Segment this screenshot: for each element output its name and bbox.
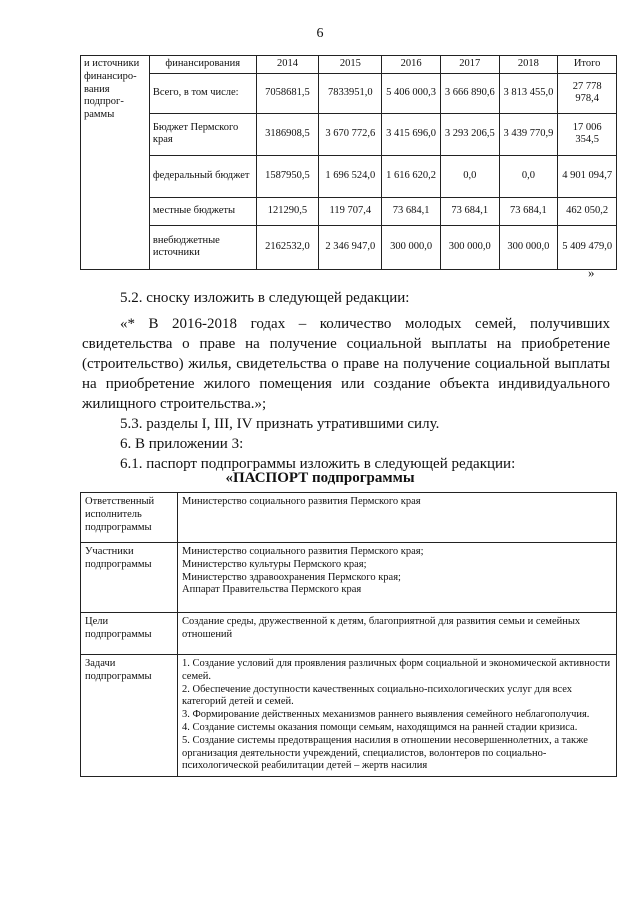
row-label: Цели подпрограммы [81,613,178,655]
row-label: Участники подпрограммы [81,543,178,613]
table-cell: 73 684,1 [440,197,499,225]
table-cell: 0,0 [499,155,558,197]
column-header: 2016 [382,56,441,74]
column-header: финансирования [149,56,256,74]
table-cell: 3 813 455,0 [499,73,558,113]
table-row [81,225,617,269]
row-label: внебюджетные источники [149,225,256,269]
table-cell: 0,0 [440,155,499,197]
table-cell: 1 696 524,0 [319,155,382,197]
task-item: 5. Создание системы предотвращения насилия в отношении несовершеннолетних, а также организация деятельности учреждений, специалистов, волонтеров по социально-психологической реабилитации детей – жертв насилия [182,734,588,772]
column-header: 2015 [319,56,382,74]
table-cell: 3 666 890,6 [440,73,499,113]
row-content [178,493,617,543]
table-cell: 3 670 772,6 [319,113,382,155]
table-cell: 27 778 978,4 [558,73,617,113]
paragraph-6: 6. В приложении 3: [120,436,244,452]
row-label: Ответственный исполнитель подпрограммы [81,493,178,543]
table-cell: 1 616 620,2 [382,155,441,197]
table-cell: 3 293 206,5 [440,113,499,155]
table-row [81,113,617,155]
table-cell: 7833951,0 [319,73,382,113]
column-header: Итого [558,56,617,74]
table-cell: 3186908,5 [256,113,319,155]
row-label: Задачи подпрограммы [81,655,178,777]
table-cell: 300 000,0 [440,225,499,269]
table-cell: 3 439 770,9 [499,113,558,155]
column-header: 2014 [256,56,319,74]
table-cell: 17 006 354,5 [558,113,617,155]
content-line: Министерство социального развития Пермского края; [182,546,424,557]
content-line: Министерство здравоохранения Пермского края; [182,571,401,583]
passport-table [80,492,617,777]
table-cell: 300 000,0 [499,225,558,269]
row-label: Бюджет Пермского края [149,113,256,155]
page-number: 6 [316,26,324,41]
table-row [81,197,617,225]
task-item: 3. Формирование действенных механизмов раннего выявления семейного неблагополучия. [182,709,590,721]
table-row [81,155,617,197]
table-cell: 73 684,1 [382,197,441,225]
table-row [81,655,617,777]
footnote-paragraph: «* В 2016-2018 годах – количество молодых семей, получивших свидетельства о праве на получение социальной выплаты на приобретение (строительство) жилья, свидетельства о праве на получение социальной выплаты на приобретение жилого помещения или создание объекта индивидуального жилищного строительства.»; [82,316,610,412]
financing-sources-label: и источники финансиро-вания подпрог-раммы [81,56,150,270]
table-cell: 2162532,0 [256,225,319,269]
table-cell: 119 707,4 [319,197,382,225]
row-label: федеральный бюджет [149,155,256,197]
table-cell: 5 406 000,3 [382,73,441,113]
paragraph-6-1: 6.1. паспорт подпрограммы изложить в следующей редакции: [120,456,516,472]
row-content [178,543,617,613]
table-cell: 462 050,2 [558,197,617,225]
table-cell: 73 684,1 [499,197,558,225]
content-line: Министерство социального развития Пермского края [182,496,421,507]
task-item: 2. Обеспечение доступности качественных социально-психологических услуг для всех категорий детей и семей. [182,683,573,708]
table-cell: 121290,5 [256,197,319,225]
table-row [81,543,617,613]
table-cell: 2 346 947,0 [319,225,382,269]
row-content [178,655,617,777]
row-label: Всего, в том числе: [149,73,256,113]
table-cell: 4 901 094,7 [558,155,617,197]
column-header: 2017 [440,56,499,74]
content-line: Аппарат Правительства Пермского края [182,584,362,596]
table-row [81,613,617,655]
table-cell: 5 409 479,0 [558,225,617,269]
passport-title: «ПАСПОРТ подпрограммы [225,470,415,486]
table-row [81,493,617,543]
table-cell: 300 000,0 [382,225,441,269]
body-text [82,288,610,474]
task-item: 1. Создание условий для проявления различных форм социальной и экономической активности семей. [182,658,611,682]
closing-quote: » [588,265,595,280]
row-content [178,613,617,655]
content-line: Создание среды, дружественной к детям, благоприятной для развития семьи и семейных отношений [182,616,581,640]
financing-table [80,55,617,270]
paragraph-5-2: 5.2. сноску изложить в следующей редакции: [120,290,410,306]
column-header: 2018 [499,56,558,74]
content-line: Министерство культуры Пермского края; [182,558,367,570]
task-item: 4. Создание системы оказания помощи семьям, находящимся на ранней стадии кризиса. [182,721,578,733]
table-cell: 7058681,5 [256,73,319,113]
row-label: местные бюджеты [149,197,256,225]
table-row [81,56,617,74]
table-cell: 1587950,5 [256,155,319,197]
table-cell: 3 415 696,0 [382,113,441,155]
paragraph-5-3: 5.3. разделы I, III, IV признать утратившими силу. [120,416,440,432]
table-row [81,73,617,113]
